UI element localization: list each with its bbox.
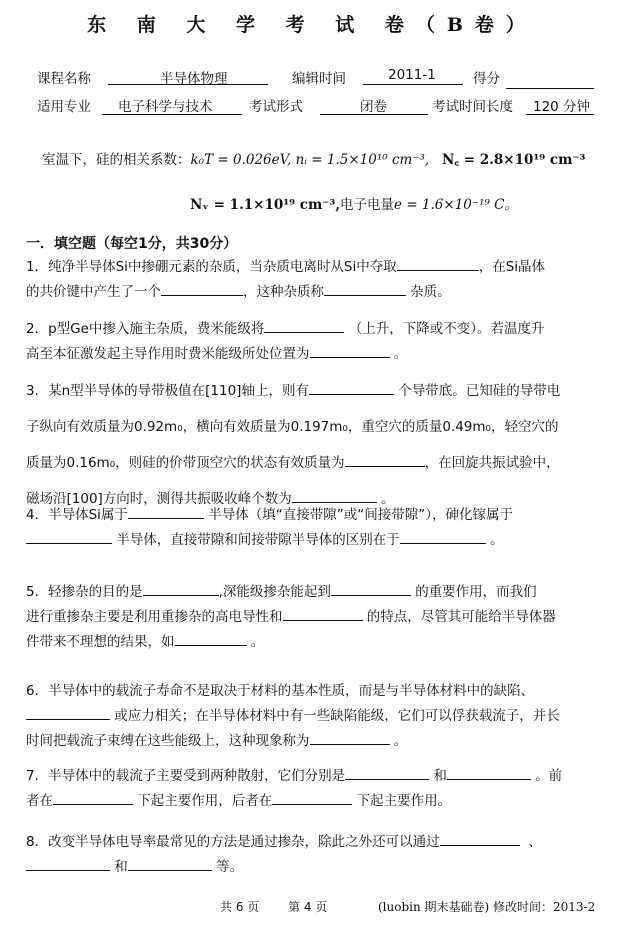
- q7-blank-1[interactable]: [345, 765, 429, 780]
- q2-text: 高至本征激发起主导作用时费米能级所处位置为: [26, 346, 310, 362]
- section-heading: 一．填空题（每空1分，共30分）: [26, 236, 238, 252]
- q4-text: 半导体（填“直接带隙”或“间接带隙”），砷化镓属于: [208, 507, 513, 523]
- edit-time-label: 编辑时间: [292, 71, 346, 87]
- q7-text: 下起主要作用。: [356, 793, 452, 809]
- major-value: 电子科学与技术: [118, 99, 213, 115]
- q7-blank-2[interactable]: [447, 765, 531, 780]
- question-7: [26, 764, 606, 814]
- constant-kt-ni: k₀T = 0.026eV, nᵢ = 1.5×10¹⁰ cm⁻³,: [190, 152, 430, 168]
- q8-blank-2[interactable]: [26, 856, 110, 871]
- q7-blank-4[interactable]: [272, 790, 352, 805]
- charge-label: 电子电量: [340, 197, 395, 213]
- q3-text: ，在回旋共振试验中，: [424, 455, 560, 471]
- q5-text: 进行重掺杂主要是利用重掺杂的高电导性和: [26, 609, 283, 625]
- duration-value: 120 分钟: [533, 99, 591, 115]
- q8-text: 8．改变半导体电导率最常见的方法是通过掺杂，除此之外还可以通过: [26, 834, 440, 850]
- q1-text: ，这种杂质称: [243, 284, 324, 300]
- footer-page-number: 第 4 页: [288, 900, 328, 914]
- q4-blank-1[interactable]: [128, 504, 204, 519]
- q3-blank-2[interactable]: [345, 452, 425, 467]
- q2-text: 。: [393, 346, 408, 362]
- q5-text: 5．轻掺杂的目的是: [26, 584, 143, 600]
- q2-blank-2[interactable]: [310, 343, 390, 358]
- question-6: [26, 679, 606, 754]
- q8-blank-3[interactable]: [128, 856, 212, 871]
- score-label: 得分: [473, 71, 500, 87]
- q3-blank-1[interactable]: [309, 380, 394, 395]
- q7-text: 和: [433, 768, 447, 784]
- q3-text: 3．某n型半导体的导带极值在[110]轴上，则有: [26, 383, 309, 399]
- q2-blank-1[interactable]: [264, 318, 344, 333]
- question-1: [26, 255, 606, 305]
- q6-text: 6．半导体中的载流子寿命不是取决于材料的基本性质，而是与半导体材料中的缺陷、: [26, 683, 535, 699]
- charge-value: e = 1.6×10⁻¹⁹ C。: [394, 197, 518, 213]
- q3-text: 子纵向有效质量为0.92m₀，横向有效质量为0.197m₀，重空穴的质量0.49m₀，轻空穴的: [26, 419, 559, 435]
- question-2: [26, 317, 606, 367]
- q1-blank-3[interactable]: [324, 281, 406, 296]
- constants-line-1: [42, 148, 585, 168]
- course-value: 半导体物理: [160, 71, 228, 87]
- q1-blank-2[interactable]: [161, 281, 243, 296]
- q3-blank-3[interactable]: [292, 488, 377, 503]
- exam-form-value: 闭卷: [360, 99, 387, 115]
- footer-total-pages: 共 6 页: [220, 900, 260, 914]
- q5-text: 的重要作用，而我们: [415, 584, 537, 600]
- q3-text: 。: [381, 491, 395, 507]
- constant-nc: N꜀ = 2.8×10¹⁹ cm⁻³: [442, 152, 586, 168]
- exam-title: 东 南 大 学 考 试 卷（B卷）: [87, 14, 537, 36]
- q7-text: 下起主要作用，后者在: [137, 793, 273, 809]
- q1-text: 杂质。: [410, 284, 451, 300]
- q5-blank-4[interactable]: [175, 631, 247, 646]
- duration-label: 考试时间长度: [432, 99, 513, 115]
- question-5: [26, 580, 606, 655]
- q5-text: ,深能级掺杂能起到: [218, 584, 331, 600]
- q1-text: 的共价键中产生了一个: [26, 284, 161, 300]
- constants-line-2: [190, 193, 518, 213]
- footer-note: (luobin 期末基础卷) 修改时间：2013-2: [378, 900, 596, 914]
- q8-text: 和: [114, 859, 128, 875]
- q5-text: 件带来不理想的结果，如: [26, 634, 175, 650]
- exam-form-label: 考试形式: [249, 99, 303, 115]
- q3-text: 磁场沿[100]方向时，测得共振吸收峰个数为: [26, 491, 292, 507]
- q5-blank-2[interactable]: [331, 581, 411, 596]
- q3-text: 质量为0.16m₀，则硅的价带顶空穴的状态有效质量为: [26, 455, 345, 471]
- q5-blank-3[interactable]: [283, 606, 363, 621]
- q7-text: 7．半导体中的载流子主要受到两种散射，它们分别是: [26, 768, 346, 784]
- q4-text: 4．半导体Si属于: [26, 507, 128, 523]
- q4-text: 。: [490, 532, 504, 548]
- course-label: 课程名称: [37, 71, 91, 87]
- q6-blank-1[interactable]: [26, 705, 110, 720]
- q5-blank-1[interactable]: [143, 581, 219, 596]
- question-3: [26, 373, 606, 517]
- q4-text: 半导体，直接带隙和间接带隙半导体的区别在于: [116, 532, 400, 548]
- score-field[interactable]: [506, 88, 594, 89]
- q8-text: 等。: [216, 859, 244, 875]
- q8-blank-1[interactable]: [440, 831, 520, 846]
- q3-text: 个导带底。已知硅的导带电: [398, 383, 561, 399]
- edit-time-underline: [363, 84, 463, 85]
- constants-prefix: 室温下，硅的相关系数：: [42, 152, 191, 168]
- q6-text: 或应力相关；在半导体材料中有一些缺陷能级，它们可以俘获载流子，并长: [114, 708, 560, 724]
- q1-text: 1．纯净半导体Si中掺硼元素的杂质，当杂质电离时从Si中夺取: [26, 259, 397, 275]
- q8-text: 、: [528, 834, 542, 850]
- q7-blank-3[interactable]: [53, 790, 133, 805]
- q2-text: （上升，下降或不变）。若温度升: [348, 321, 545, 337]
- question-8: [26, 830, 606, 880]
- q6-text: 。: [393, 733, 408, 749]
- q6-text: 时间把载流子束缚在这些能级上，这种现象称为: [26, 733, 310, 749]
- q4-blank-3[interactable]: [400, 529, 486, 544]
- q7-text: 者在: [26, 793, 53, 809]
- edit-time-value: 2011-1: [388, 67, 436, 83]
- q2-text: 2．p型Ge中掺入施主杂质，费米能级将: [26, 321, 265, 337]
- question-4: [26, 503, 606, 553]
- q1-text: ，在Si晶体: [478, 259, 546, 275]
- major-label: 适用专业: [37, 99, 91, 115]
- q5-text: 的特点，尽管其可能给半导体器: [366, 609, 556, 625]
- constant-nv: Nᵥ = 1.1×10¹⁹ cm⁻³,: [190, 197, 341, 213]
- q7-text: 。前: [535, 768, 563, 784]
- q1-blank-1[interactable]: [397, 256, 479, 271]
- q4-blank-2[interactable]: [26, 529, 112, 544]
- q5-text: 。: [250, 634, 265, 650]
- q6-blank-2[interactable]: [310, 730, 390, 745]
